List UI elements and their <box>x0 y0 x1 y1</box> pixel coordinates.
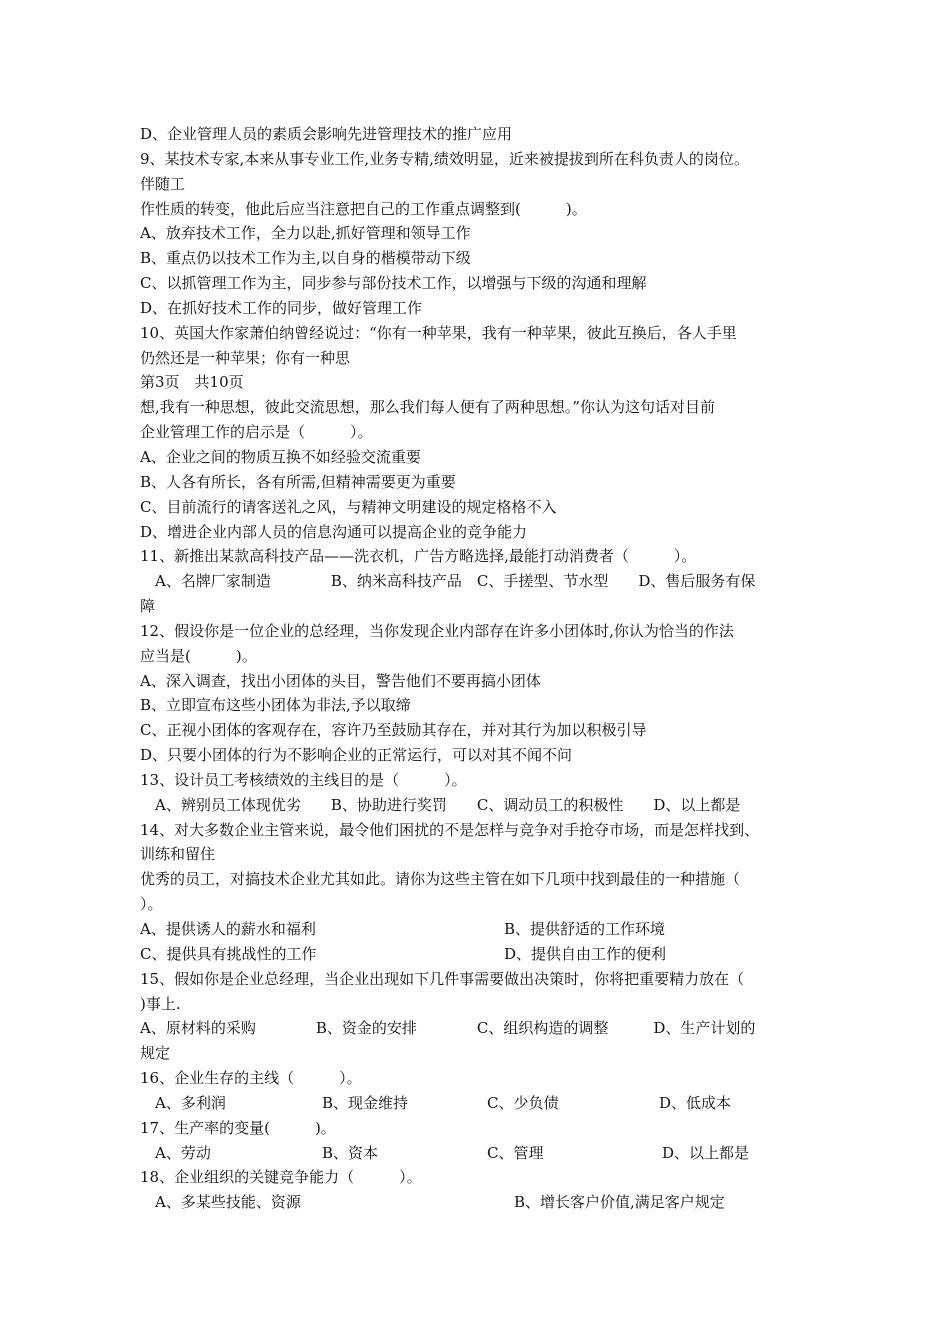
q15-options-cont: 规定 <box>140 1044 171 1063</box>
option-d-line: D、企业管理人员的素质会影响先进管理技术的推广应用 <box>140 125 513 143</box>
question-14: 14、对大多数企业主管来说，最令他们困扰的不是怎样与竞争对手抢夺市场，而是怎样找到、 <box>140 820 760 839</box>
q10-option-b: B、人各有所长，各有所需,但精神需要更为重要 <box>140 472 456 491</box>
q16-option-b: B、现金维持 <box>322 1093 409 1112</box>
q18-options-row <box>140 1190 830 1215</box>
question-13: 13、设计员工考核绩效的主线目的是（ ）。 <box>140 770 467 789</box>
question-14-cont: 训练和留住 <box>140 845 216 864</box>
q16-option-c: C、少负债 <box>487 1093 559 1112</box>
question-12-cont: 应当是( )。 <box>140 646 257 665</box>
document-page <box>140 122 830 1215</box>
q11-options: A、名牌厂家制造 B、纳米高科技产品 C、手搓型、节水型 D、售后服务有保 <box>140 572 756 591</box>
page-footer: 第3页 共10页 <box>140 373 244 392</box>
q13-options: A、辨别员工体现优劣 B、协助进行奖罚 C、调动员工的积极性 D、以上都是 <box>140 795 741 814</box>
question-17: 17、生产率的变量( )。 <box>140 1118 336 1137</box>
q12-option-d: D、只要小团体的行为不影响企业的正常运行，可以对其不闻不问 <box>140 746 573 765</box>
q12-option-b: B、立即宣布这些小团体为非法,予以取缔 <box>140 696 411 715</box>
q9-option-b: B、重点仍以技术工作为主,以自身的楷模带动下级 <box>140 249 471 268</box>
q15-options: A、原材料的采购 B、资金的安排 C、组织构造的调整 D、生产计划的 <box>140 1019 756 1038</box>
question-10: 10、英国大作家萧伯纳曾经说过：“你有一种苹果，我有一种苹果，彼此互换后，各人手里 <box>140 323 737 342</box>
q18-option-b: B、增长客户价值,满足客户规定 <box>514 1193 725 1212</box>
q17-options-row <box>140 1141 830 1166</box>
q16-option-a: A、多利润 <box>140 1093 226 1112</box>
q16-option-d: D、低成本 <box>659 1093 732 1112</box>
q14-option-a: A、提供诱人的薪水和福利 <box>140 920 316 938</box>
q14-option-d: D、提供自由工作的便利 <box>504 944 667 963</box>
question-15-cont: )事上. <box>140 994 181 1013</box>
q17-option-c: C、管理 <box>487 1143 544 1162</box>
q11-options-cont: 障 <box>140 597 156 616</box>
q14-options-row <box>140 917 830 942</box>
q17-option-a: A、劳动 <box>140 1143 211 1162</box>
question-9: 9、某技术专家,本来从事专业工作,业务专精,绩效明显，近来被提拔到所在科负责人的岗位。 <box>140 149 749 168</box>
q16-options-row <box>140 1091 830 1116</box>
q9-option-d: D、在抓好技术工作的同步，做好管理工作 <box>140 298 423 317</box>
question-9-cont: 伴随工 <box>140 174 186 193</box>
question-18: 18、企业组织的关键竞争能力（ ）。 <box>140 1168 422 1187</box>
q14-options-row <box>140 942 830 967</box>
question-12: 12、假设你是一位企业的总经理，当你发现企业内部存在许多小团体时,你认为恰当的作法 <box>140 621 734 640</box>
q9-option-a: A、放弃技术工作，全力以赴,抓好管理和领导工作 <box>140 224 471 243</box>
q9-option-c: C、以抓管理工作为主，同步参与部份技术工作，以增强与下级的沟通和理解 <box>140 274 647 293</box>
q17-option-d: D、以上都是 <box>662 1143 750 1162</box>
question-11: 11、新推出某款高科技产品——洗衣机，广告方略选择,最能打动消费者（ ）。 <box>140 547 697 566</box>
question-14-cont: ）。 <box>140 895 163 914</box>
q17-option-b: B、资本 <box>322 1143 379 1162</box>
q14-option-c: C、提供具有挑战性的工作 <box>140 944 317 963</box>
question-10-cont: 企业管理工作的启示是（ ）。 <box>140 423 373 442</box>
q12-option-c: C、正视小团体的客观存在，容许乃至鼓励其存在，并对其行为加以积极引导 <box>140 721 647 740</box>
question-16: 16、企业生存的主线（ ）。 <box>140 1069 362 1088</box>
q10-option-c: C、目前流行的请客送礼之风，与精神文明建设的规定格格不入 <box>140 497 557 516</box>
q10-option-a: A、企业之间的物质互换不如经验交流重要 <box>140 447 421 466</box>
q10-option-d: D、增进企业内部人员的信息沟通可以提高企业的竞争能力 <box>140 522 528 541</box>
q12-option-a: A、深入调查，找出小团体的头目，警告他们不要再搞小团体 <box>140 671 541 690</box>
question-15: 15、假如你是企业总经理，当企业出现如下几件事需要做出决策时，你将把重要精力放在（ <box>140 969 745 988</box>
q14-option-b: B、提供舒适的工作环境 <box>504 920 666 938</box>
question-10-cont: 想,我有一种思想，彼此交流思想，那么我们每人便有了两种思想。”你认为这句话对目前 <box>140 398 715 417</box>
question-10-cont: 仍然还是一种苹果；你有一种思 <box>140 348 351 367</box>
question-14-cont: 优秀的员工，对搞技术企业尤其如此。请你为这些主管在如下几项中找到最佳的一种措施（ <box>140 870 741 889</box>
q18-option-a: A、多某些技能、资源 <box>140 1193 301 1212</box>
question-9-cont: 作性质的转变，他此后应当注意把自己的工作重点调整到( )。 <box>140 199 587 218</box>
